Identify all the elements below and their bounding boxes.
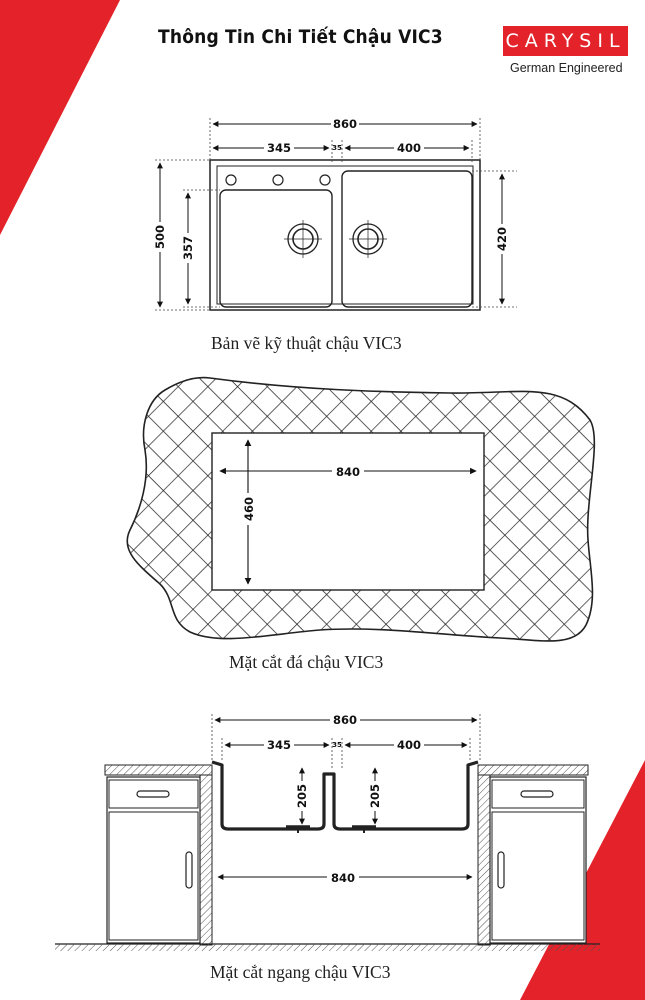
dim-gap-width: 35 <box>332 144 342 152</box>
brand-logo: CARYSIL <box>503 26 628 56</box>
page-title: Thông Tin Chi Tiết Chậu VIC3 <box>158 26 443 48</box>
dim-section-cutout-width: 840 <box>330 871 356 885</box>
caption-cross-section: Mặt cắt ngang chậu VIC3 <box>210 962 391 982</box>
dim-section-left-bowl-width: 345 <box>266 738 292 752</box>
dim-cutout-width: 840 <box>335 465 361 479</box>
dim-right-bowl-width: 400 <box>396 141 422 155</box>
dim-cutout-depth: 460 <box>242 496 256 522</box>
stone-cutout-view <box>127 378 594 641</box>
dim-section-right-bowl-width: 400 <box>396 738 422 752</box>
caption-technical-drawing: Bản vẽ kỹ thuật chậu VIC3 <box>211 333 402 353</box>
caption-stone-cutout: Mặt cắt đá chậu VIC3 <box>229 652 384 672</box>
dim-left-bowl-height: 205 <box>295 783 309 809</box>
cross-section-view <box>55 714 600 951</box>
dim-left-bowl-width: 345 <box>266 141 292 155</box>
dim-right-bowl-depth: 420 <box>495 226 509 252</box>
drawing3-dimension-labels <box>264 713 424 885</box>
red-corner-top-left <box>0 0 120 235</box>
dim-left-bowl-depth: 357 <box>181 235 195 261</box>
dim-section-total-width: 860 <box>332 713 358 727</box>
dim-section-gap-width: 35 <box>332 741 342 749</box>
dim-total-depth: 500 <box>153 224 167 250</box>
dim-total-width: 860 <box>332 117 358 131</box>
dim-right-bowl-height: 205 <box>368 783 382 809</box>
brand-tagline: German Engineered <box>510 61 623 75</box>
